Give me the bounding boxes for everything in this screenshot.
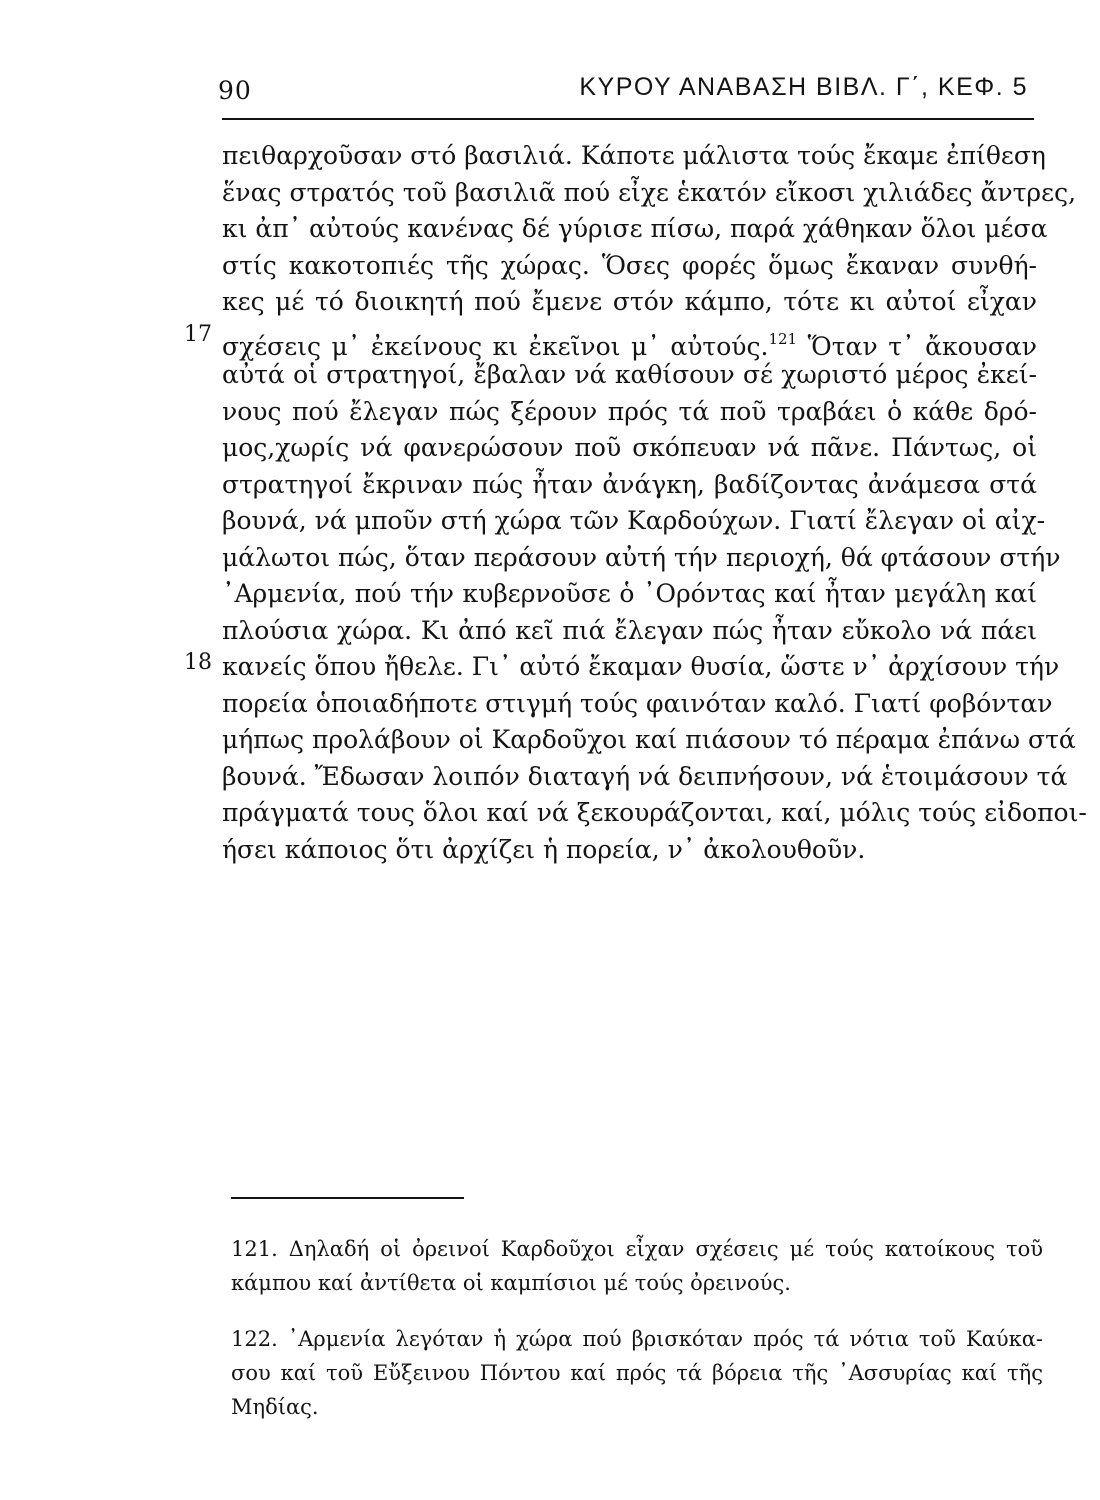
text-line: κι ἀπ᾽ αὐτούς κανένας δέ γύρισε πίσω, παρά χάθηκαν ὅλοι μέσα — [222, 214, 1048, 243]
text-line: ἕνας στρατός τοῦ βασιλιᾶ πού εἶχε ἑκατόν εἴκοσι χιλιάδες ἄντρες, — [222, 177, 1077, 207]
text-segment: Ὅταν τ᾽ ἄκουσαν — [797, 331, 1037, 361]
footnote-122 — [231, 1322, 1043, 1424]
main-text — [222, 138, 1087, 868]
text-line: ᾽Αρμενία, πού τήν κυβερνοῦσε ὁ ᾽Ορόντας καί ἦταν μεγάλη καί — [222, 579, 1037, 608]
text-line: στρατηγοί ἔκριναν πώς ἦταν ἀνάγκη, βαδίζοντας ἀνάμεσα στά — [222, 469, 1037, 499]
text-line: κανείς ὅπου ἤθελε. Γι᾽ αὐτό ἔκαμαν θυσία, ὥστε ν᾽ ἀρχίσουν τήν — [222, 652, 1060, 681]
header-rule — [222, 118, 1034, 120]
text-line: στίς κακοτοπιές τῆς χώρας. Ὅσες φορές ὅμως ἔκαναν συνθή- — [222, 250, 1037, 280]
margin-section-number: 17 — [184, 322, 212, 347]
footnote-line: Μηδίας. — [231, 1395, 319, 1419]
text-line: πράγματά τους ὅλοι καί νά ξεκουράζονται, καί, μόλις τούς εἰδοποι- — [222, 798, 1087, 827]
text-line: πλούσια χώρα. Κι ἀπό κεῖ πιά ἔλεγαν πώς ἦταν εὔκολο νά πάει — [222, 615, 1037, 645]
text-line: κες μέ τό διοικητή πού ἔμενε στόν κάμπο, τότε κι αὐτοί εἶχαν — [222, 287, 1037, 316]
margin-section-number: 18 — [184, 650, 212, 675]
text-line: μήπως προλάβουν οἱ Καρδοῦχοι καί πιάσουν τό πέραμα ἐπάνω στά — [222, 725, 1076, 754]
text-line: αὐτά οἱ στρατηγοί, ἔβαλαν νά καθίσουν σέ χωριστό μέρος ἐκεί- — [222, 360, 1037, 389]
text-line: ήσει κάποιος ὅτι ἀρχίζει ἡ πορεία, ν᾽ ἀκολουθοῦν. — [222, 834, 866, 864]
page-number: 90 — [218, 76, 252, 105]
running-head: ΚΥΡΟΥ ΑΝΑΒΑΣΗ ΒΙΒΛ. Γ΄, ΚΕΦ. 5 — [579, 73, 1028, 101]
text-line: βουνά. Ἔδωσαν λοιπόν διαταγή νά δειπνήσουν, νά ἑτοιμάσουν τά — [222, 761, 1068, 791]
text-line: μάλωτοι πώς, ὅταν περάσουν αὐτή τήν περιοχή, θά φτάσουν στήν — [222, 542, 1061, 572]
footnote-line: 122. ᾽Αρμενία λεγόταν ἡ χώρα πού βρισκόταν πρός τά νότια τοῦ Καύκα- — [231, 1327, 1043, 1351]
footnote-line: 121. Δηλαδή οἱ ὀρεινοί Καρδοῦχοι εἶχαν σχέσεις μέ τούς κατοίκους τοῦ — [231, 1237, 1043, 1261]
text-line: πορεία ὁποιαδήποτε στιγμή τούς φαινόταν καλό. Γιατί φοβόνταν — [222, 688, 1053, 718]
text-line: μος,χωρίς νά φανερώσουν ποῦ σκόπευαν νά πᾶνε. Πάντως, οἱ — [222, 433, 1037, 462]
footnotes — [231, 1232, 1043, 1446]
text-line: νους πού ἔλεγαν πώς ξέρουν πρός τά ποῦ τραβάει ὁ κάθε δρό- — [222, 396, 1037, 426]
footnote-rule — [231, 1197, 464, 1199]
text-line — [222, 321, 1037, 361]
text-line: βουνά, νά μποῦν στή χώρα τῶν Καρδούχων. Γιατί ἔλεγαν οἱ αἰχ- — [222, 506, 1046, 535]
text-line: πειθαρχοῦσαν στό βασιλιά. Κάποτε μάλιστα τούς ἔκαμε ἐπίθεση — [222, 141, 1046, 170]
footnote-line: σου καί τοῦ Εὔξεινου Πόντου καί πρός τά βόρεια τῆς ᾽Ασσυρίας καί τῆς — [231, 1361, 1043, 1385]
footnote-reference: 121 — [768, 329, 798, 348]
footnote-line: κάμπου καί ἀντίθετα οἱ καμπίσιοι μέ τούς ὀρεινούς. — [231, 1271, 791, 1295]
footnote-121 — [231, 1232, 1043, 1300]
text-segment: σχέσεις μ᾽ ἐκείνους κι ἐκεῖνοι μ᾽ αὐτούς. — [222, 331, 769, 361]
